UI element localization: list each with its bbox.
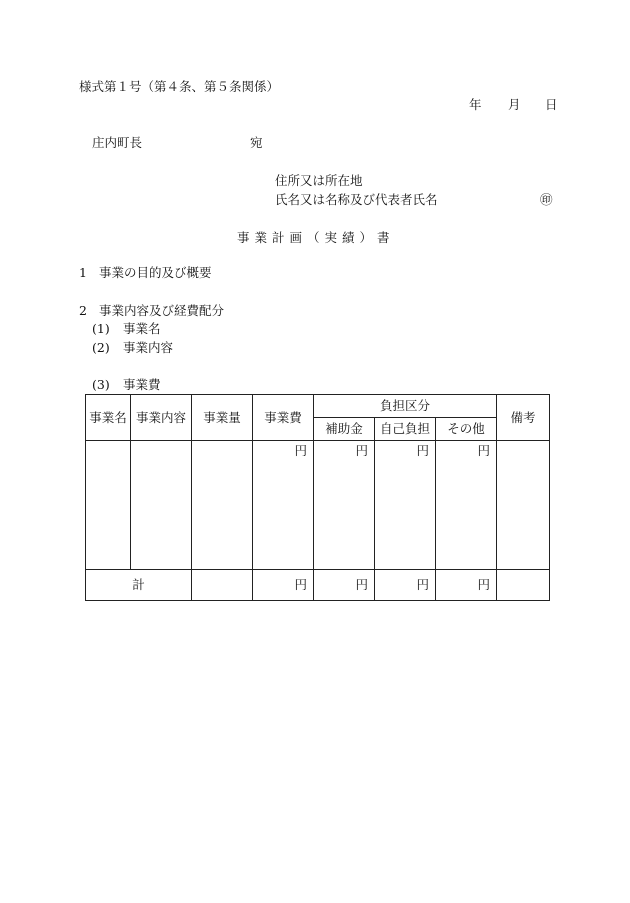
subsection-2 [92,341,173,355]
form-number: 様式第１号（第４条、第５条関係） [79,79,280,94]
subsection-1-text: 事業名 [123,321,161,336]
total-self[interactable]: 円 [375,570,436,601]
cell-other[interactable]: 円 [436,441,497,570]
header-remarks: 備考 [497,395,550,441]
section-2-number: 2 [79,303,87,318]
section-2-text: 事業内容及び経費配分 [99,303,225,318]
section-1-text: 事業の目的及び概要 [99,265,212,280]
header-name: 事業名 [86,395,131,441]
header-subsidy: 補助金 [314,418,375,441]
subsection-2-number: (2) [92,340,110,355]
header-burden: 負担区分 [314,395,497,418]
date-month: 月 [508,97,521,112]
subsection-3-number: (3) [92,377,110,392]
cell-self[interactable]: 円 [375,441,436,570]
total-subsidy[interactable]: 円 [314,570,375,601]
cell-remarks[interactable] [497,441,550,570]
header-content: 事業内容 [131,395,192,441]
header-self: 自己負担 [375,418,436,441]
cell-subsidy[interactable]: 円 [314,441,375,570]
seal-mark: ㊞ [540,192,553,207]
cell-name[interactable] [86,441,131,570]
section-1 [79,266,212,280]
date-year: 年 [469,97,482,112]
table-row [86,441,550,570]
total-other[interactable]: 円 [436,570,497,601]
header-quantity: 事業量 [192,395,253,441]
date-line [469,98,558,112]
cost-table [85,394,550,601]
cell-quantity[interactable] [192,441,253,570]
subsection-1-number: (1) [92,321,110,336]
total-cost[interactable]: 円 [253,570,314,601]
recipient-suffix: 宛 [250,135,263,150]
total-remarks[interactable] [497,570,550,601]
cell-content[interactable] [131,441,192,570]
address-label: 住所又は所在地 [275,173,363,188]
header-other: その他 [436,418,497,441]
recipient-name: 庄内町長 [92,135,143,150]
section-2 [79,304,224,318]
subsection-1 [92,322,161,336]
subsection-3-text: 事業費 [123,377,161,392]
header-cost: 事業費 [253,395,314,441]
total-quantity[interactable] [192,570,253,601]
subsection-3 [92,378,161,392]
name-label: 氏名又は名称及び代表者氏名 [275,192,438,207]
section-1-number: 1 [79,265,87,280]
date-day: 日 [545,97,558,112]
document-title: 事業計画（実績）書 [237,230,395,245]
subsection-2-text: 事業内容 [123,340,174,355]
total-label: 計 [86,570,192,601]
total-row [86,570,550,601]
cell-cost[interactable]: 円 [253,441,314,570]
